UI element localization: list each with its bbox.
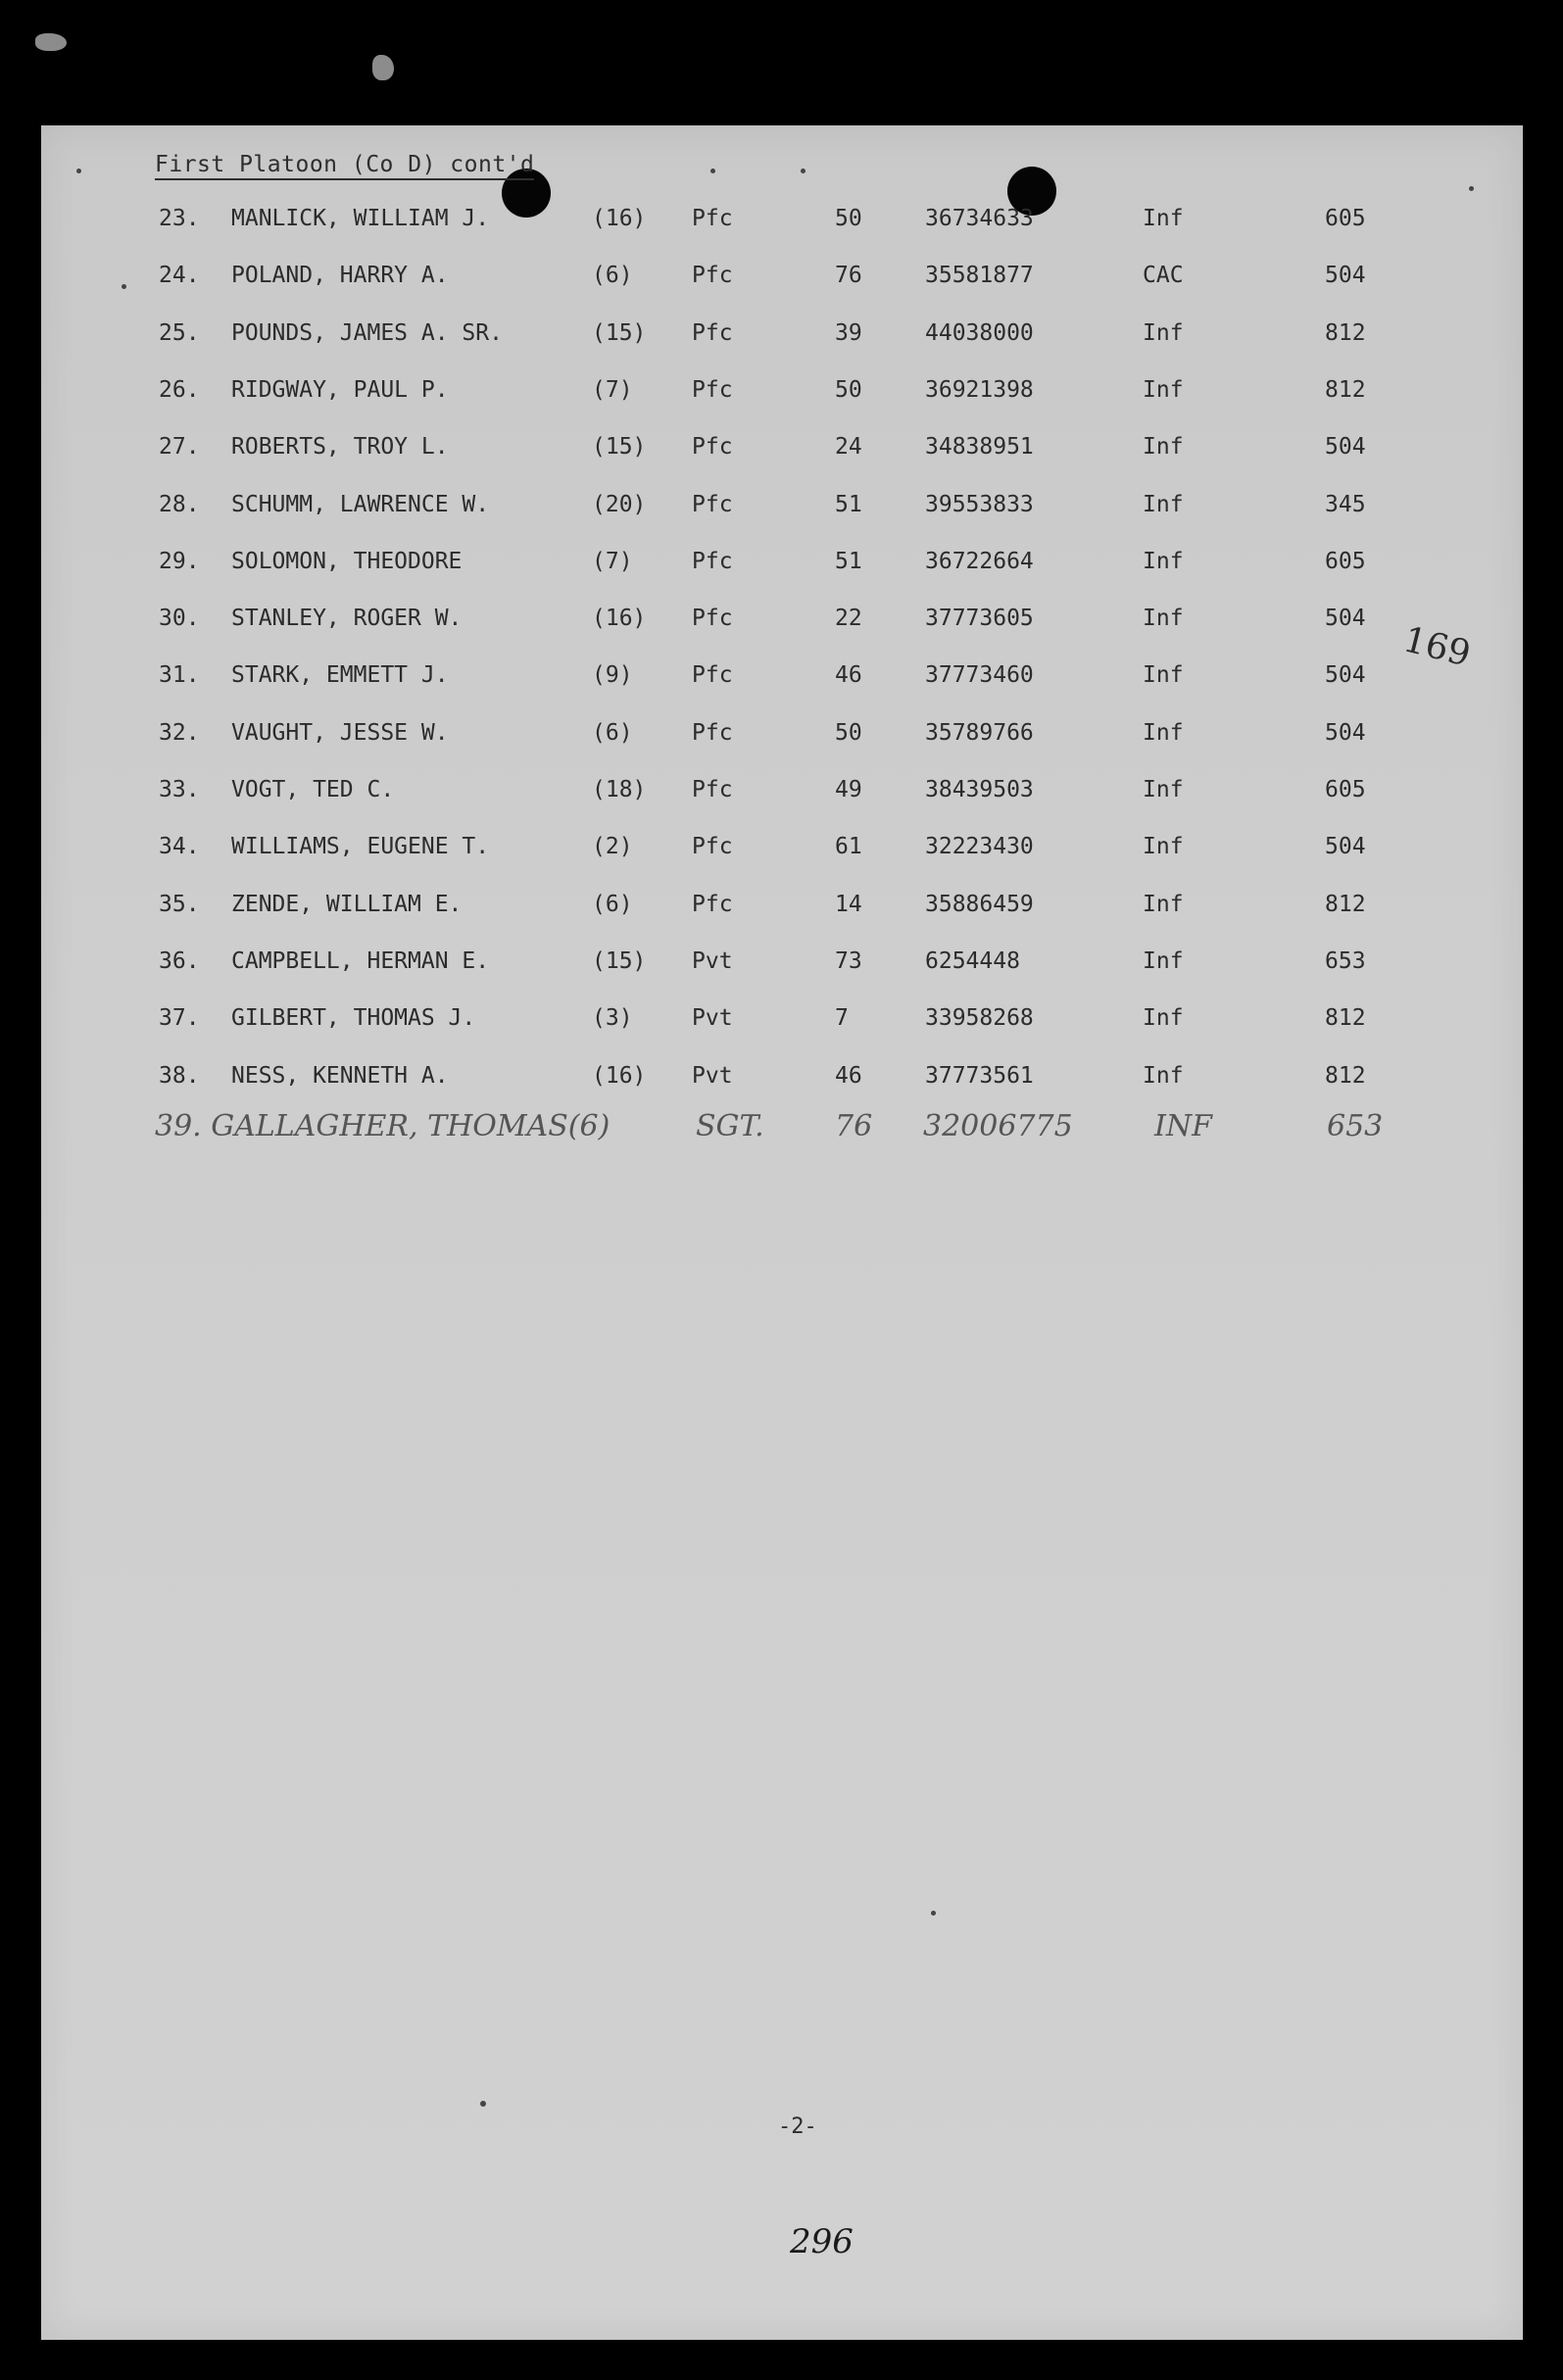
serial-number: 37773460 [925,662,1034,689]
mos-code: 504 [1325,434,1366,461]
arm-of-service: Inf [1143,548,1184,574]
points: 7 [835,1005,849,1032]
serial-number: 36921398 [925,376,1034,403]
row-number: 24. [159,263,200,289]
arm-of-service: CAC [1143,263,1184,289]
rank: Pfc [692,719,733,746]
table-row [41,206,1523,245]
mos-code: 504 [1325,719,1366,746]
page-number: -2- [778,2114,817,2139]
serial-number: 35789766 [925,719,1034,746]
row-number: 29. [159,548,200,574]
mos-code: 605 [1325,777,1366,802]
mos-code: 812 [1325,891,1366,917]
row-number: 27. [159,434,200,461]
row-number: 36. [159,947,200,974]
row-number: 28. [159,491,200,517]
row-number: 30. [159,606,200,632]
arm-of-service: Inf [1143,206,1184,231]
mos-code: 812 [1325,1005,1366,1032]
arm-of-service: Inf [1143,491,1184,517]
stray-mark [480,2101,486,2107]
row-number: 37. [159,1005,200,1032]
handwritten-name: 39. GALLAGHER, THOMAS(6) [155,1109,611,1143]
serial-number: 35581877 [925,263,1034,289]
points: 51 [835,491,862,517]
table-row [41,777,1523,816]
group-number: (15) [592,434,647,461]
group-number: (18) [592,777,647,802]
soldier-name: VOGT, TED C. [231,777,395,802]
arm-of-service: Inf [1143,947,1184,974]
table-row [41,1005,1523,1044]
arm-of-service: Inf [1143,319,1184,346]
handwritten-points: 76 [835,1109,873,1143]
mos-code: 812 [1325,319,1366,346]
serial-number: 44038000 [925,319,1034,346]
arm-of-service: Inf [1143,834,1184,860]
group-number: (16) [592,1062,647,1089]
serial-number: 35886459 [925,891,1034,917]
soldier-name: GILBERT, THOMAS J. [231,1005,476,1032]
points: 49 [835,777,862,802]
arm-of-service: Inf [1143,376,1184,403]
mos-code: 605 [1325,548,1366,574]
points: 76 [835,263,862,289]
rank: Pfc [692,891,733,917]
group-number: (15) [592,947,647,974]
rank: Pfc [692,206,733,231]
table-row [41,834,1523,873]
soldier-name: STARK, EMMETT J. [231,662,449,689]
soldier-name: WILLIAMS, EUGENE T. [231,834,490,860]
serial-number: 36722664 [925,548,1034,574]
mos-code: 504 [1325,662,1366,689]
serial-number: 39553833 [925,491,1034,517]
stray-mark [931,1911,936,1916]
soldier-name: POLAND, HARRY A. [231,263,449,289]
table-row [41,377,1523,416]
soldier-name: SOLOMON, THEODORE [231,548,463,574]
group-number: (6) [592,263,633,289]
row-number: 35. [159,891,200,917]
row-number: 34. [159,834,200,860]
arm-of-service: Inf [1143,1062,1184,1089]
handwritten-code: 653 [1327,1109,1384,1143]
table-row [41,662,1523,702]
serial-number: 37773561 [925,1062,1034,1089]
table-row [41,892,1523,931]
table-row [41,606,1523,645]
row-number: 23. [159,206,200,231]
points: 14 [835,891,862,917]
points: 61 [835,834,862,860]
margin-note: 169 [1399,619,1475,675]
arm-of-service: Inf [1143,891,1184,917]
scan-speck [372,55,394,80]
serial-number: 34838951 [925,434,1034,461]
table-row [41,720,1523,759]
stray-mark [1469,186,1474,191]
stray-mark [710,169,715,173]
points: 73 [835,947,862,974]
group-number: (7) [592,376,633,403]
table-row [41,549,1523,588]
arm-of-service: Inf [1143,719,1184,746]
soldier-name: CAMPBELL, HERMAN E. [231,947,490,974]
rank: Pfc [692,662,733,689]
rank: Pfc [692,434,733,461]
rank: Pfc [692,319,733,346]
soldier-name: VAUGHT, JESSE W. [231,719,449,746]
serial-number: 37773605 [925,606,1034,632]
rank: Pfc [692,548,733,574]
table-row [41,434,1523,473]
arm-of-service: Inf [1143,1005,1184,1032]
mos-code: 504 [1325,834,1366,860]
page-heading: First Platoon (Co D) cont'd [155,152,534,180]
points: 22 [835,606,862,632]
mos-code: 504 [1325,606,1366,632]
table-row [41,1063,1523,1102]
points: 24 [835,434,862,461]
scan-speck [35,33,67,51]
soldier-name: MANLICK, WILLIAM J. [231,206,490,231]
group-number: (7) [592,548,633,574]
group-number: (3) [592,1005,633,1032]
document-page [41,125,1523,2340]
serial-number: 6254448 [925,947,1020,974]
folio-number: 296 [790,2222,854,2261]
points: 50 [835,206,862,231]
handwritten-serial: 32006775 [923,1109,1073,1143]
rank: Pvt [692,1005,733,1032]
rank: Pfc [692,777,733,802]
arm-of-service: Inf [1143,606,1184,632]
group-number: (2) [592,834,633,860]
points: 46 [835,662,862,689]
serial-number: 32223430 [925,834,1034,860]
rank: Pfc [692,491,733,517]
mos-code: 812 [1325,1062,1366,1089]
soldier-name: STANLEY, ROGER W. [231,606,463,632]
mos-code: 504 [1325,263,1366,289]
serial-number: 36734633 [925,206,1034,231]
group-number: (15) [592,319,647,346]
soldier-name: NESS, KENNETH A. [231,1062,449,1089]
row-number: 31. [159,662,200,689]
group-number: (16) [592,606,647,632]
row-number: 32. [159,719,200,746]
group-number: (6) [592,719,633,746]
rank: Pfc [692,376,733,403]
handwritten-rank: SGT. [696,1109,764,1143]
row-number: 26. [159,376,200,403]
group-number: (9) [592,662,633,689]
arm-of-service: Inf [1143,434,1184,461]
points: 50 [835,376,862,403]
arm-of-service: Inf [1143,662,1184,689]
table-row [41,948,1523,988]
points: 50 [835,719,862,746]
rank: Pfc [692,606,733,632]
table-row [41,320,1523,360]
rank: Pvt [692,947,733,974]
arm-of-service: Inf [1143,777,1184,802]
soldier-name: SCHUMM, LAWRENCE W. [231,491,490,517]
row-number: 33. [159,777,200,802]
serial-number: 38439503 [925,777,1034,802]
row-number: 25. [159,319,200,346]
mos-code: 653 [1325,947,1366,974]
group-number: (16) [592,206,647,231]
mos-code: 605 [1325,206,1366,231]
points: 39 [835,319,862,346]
soldier-name: ZENDE, WILLIAM E. [231,891,463,917]
table-row [41,492,1523,531]
soldier-name: ROBERTS, TROY L. [231,434,449,461]
group-number: (20) [592,491,647,517]
stray-mark [76,169,81,173]
mos-code: 812 [1325,376,1366,403]
points: 51 [835,548,862,574]
table-row [41,263,1523,302]
stray-mark [801,169,806,173]
handwritten-arm: INF [1154,1109,1212,1143]
rank: Pvt [692,1062,733,1089]
serial-number: 33958268 [925,1005,1034,1032]
mos-code: 345 [1325,491,1366,517]
row-number: 38. [159,1062,200,1089]
soldier-name: POUNDS, JAMES A. SR. [231,319,503,346]
rank: Pfc [692,834,733,860]
group-number: (6) [592,891,633,917]
points: 46 [835,1062,862,1089]
soldier-name: RIDGWAY, PAUL P. [231,376,449,403]
rank: Pfc [692,263,733,289]
